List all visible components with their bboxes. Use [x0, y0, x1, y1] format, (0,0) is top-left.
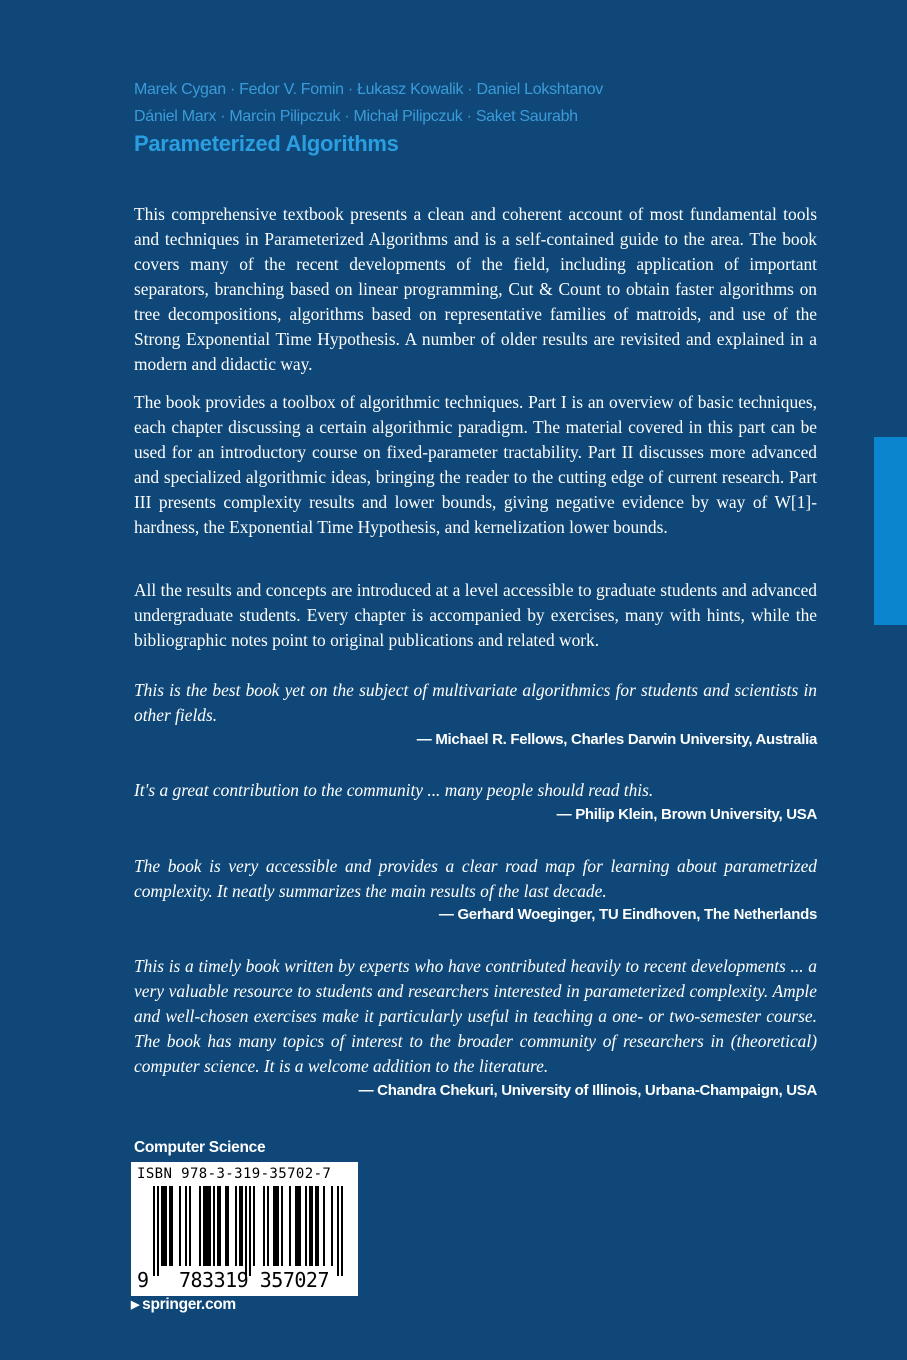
barcode-bar: [253, 1186, 255, 1266]
barcode-bar: [205, 1186, 207, 1266]
isbn-barcode: [131, 1162, 358, 1296]
barcode-bar: [163, 1186, 165, 1266]
author-line-2: Dániel Marx · Marcin Pilipczuk · Michał Pilipczuk · Saket Saurabh: [134, 108, 578, 125]
barcode-bar: [299, 1186, 301, 1266]
barcode-bar: [331, 1186, 333, 1266]
barcode-bar: [295, 1186, 297, 1266]
side-color-tab: [874, 437, 907, 625]
barcode-bar: [235, 1186, 237, 1266]
barcode-bar: [273, 1186, 275, 1266]
barcode-bar: [263, 1186, 265, 1266]
barcode-bar: [165, 1186, 167, 1266]
description-paragraph-2: The book provides a toolbox of algorithmic techniques. Part I is an overview of basic techniques, each chapter discussing a certain algorithmic paradigm. The material covered in this part can be used for an introductory course on fixed-parameter tractability. Part II discusses more advanced and specialized algorithmic ideas, bringing the reader to the cutting edge of current research. Part III presents complexity results and lower bounds, giving negative evidence by way of W[1]-hardness, the Exponential Time Hypothesis, and kernelization lower bounds.: [134, 392, 817, 537]
barcode-bar: [185, 1186, 187, 1266]
review-attribution-3: — Gerhard Woeginger, TU Eindhoven, The Netherlands: [438, 906, 817, 923]
description-paragraph-3: All the results and concepts are introduced at a level accessible to graduate students and advanced undergraduate students. Every chapter is accompanied by exercises, many with hints, while the bibliographic notes point to original publications and related work.: [134, 580, 817, 650]
author-line-1: Marek Cygan · Fedor V. Fomin · Łukasz Kowalik · Daniel Lokshtanov: [134, 81, 604, 98]
barcode-bar: [179, 1186, 181, 1266]
barcode-bar: [281, 1186, 283, 1266]
barcode-bar: [317, 1186, 319, 1266]
barcode-bar: [161, 1186, 163, 1266]
review-quote-4: This is a timely book written by experts who have contributed heavily to recent developments ... a very valuable resource to students and researchers interested in parameterized complexity. Ample and well-chosen exercises make it particularly useful in teaching a one- or two-semester course. The book has many topics of interest to the broader community of researchers in (theoretical) computer science. It is a welcome addition to the literature.: [134, 956, 817, 1076]
isbn-label: ISBN 978-3-319-35702-7: [137, 1166, 332, 1182]
barcode-bar: [157, 1186, 159, 1276]
review-quote-1: This is the best book yet on the subject of multivariate algorithmics for students and scientists in other fields.: [134, 680, 817, 725]
barcode-bar: [311, 1186, 313, 1266]
barcode-bar: [337, 1186, 339, 1276]
barcode-bar: [297, 1186, 299, 1266]
barcode-bar: [213, 1186, 215, 1266]
barcode-bar: [225, 1186, 227, 1266]
barcode-bar: [171, 1186, 173, 1266]
barcode-bar: [219, 1186, 221, 1266]
review-attribution-2: — Philip Klein, Brown University, USA: [556, 806, 817, 823]
barcode-bar: [209, 1186, 211, 1266]
triangle-right-icon: ▶: [131, 1299, 140, 1311]
barcode-bar: [241, 1186, 243, 1266]
barcode-bar: [289, 1186, 291, 1266]
barcode-bar: [239, 1186, 241, 1266]
barcode-bar: [275, 1186, 277, 1266]
barcode-bar: [277, 1186, 279, 1266]
barcode-bar: [199, 1186, 201, 1266]
ean-digits: 783319 357027: [178, 1268, 330, 1292]
barcode-bar: [245, 1186, 247, 1276]
website-text: springer.com: [142, 1296, 236, 1313]
subject-category: Computer Science: [134, 1139, 266, 1156]
review-attribution-4: — Chandra Chekuri, University of Illinois, Urbana-Champaign, USA: [358, 1082, 817, 1099]
author-list: [134, 76, 834, 130]
barcode-bar: [249, 1186, 251, 1276]
barcode-bar: [217, 1186, 219, 1266]
barcode-bar: [227, 1186, 229, 1266]
barcode-bar: [153, 1186, 155, 1276]
barcode-bar: [305, 1186, 307, 1266]
review-quote-3: The book is very accessible and provides a clear road map for learning about parametrized complexity. It neatly summarizes the main results of the last decade.: [134, 856, 817, 901]
barcode-bar: [169, 1186, 171, 1266]
barcode-bar: [341, 1186, 343, 1276]
review-quote-2: It's a great contribution to the community ... many people should read this.: [134, 780, 654, 800]
barcode-bar: [323, 1186, 325, 1266]
ean-first-digit: 9: [137, 1268, 150, 1292]
review-attribution-1: — Michael R. Fellows, Charles Darwin University, Australia: [416, 731, 817, 748]
book-title: Parameterized Algorithms: [134, 131, 399, 156]
barcode-bar: [309, 1186, 311, 1266]
barcode-bar: [267, 1186, 269, 1266]
barcode-bar: [207, 1186, 209, 1266]
description-paragraph-1: This comprehensive textbook presents a clean and coherent account of most fundamental tools and techniques in Parameterized Algorithms and is a self-contained guide to the area. The book covers many of the recent developments of the field, including application of important separators, branching based on linear programming, Cut & Count to obtain faster algorithms on tree decompositions, algorithms based on representative families of matroids, and use of the Strong Exponential Time Hypothesis. A number of older results are revisited and explained in a modern and didactic way.: [134, 204, 817, 374]
barcode-bar: [315, 1186, 317, 1266]
publisher-website[interactable]: [131, 1296, 236, 1314]
barcode-bar: [203, 1186, 205, 1266]
barcode-bar: [189, 1186, 191, 1266]
